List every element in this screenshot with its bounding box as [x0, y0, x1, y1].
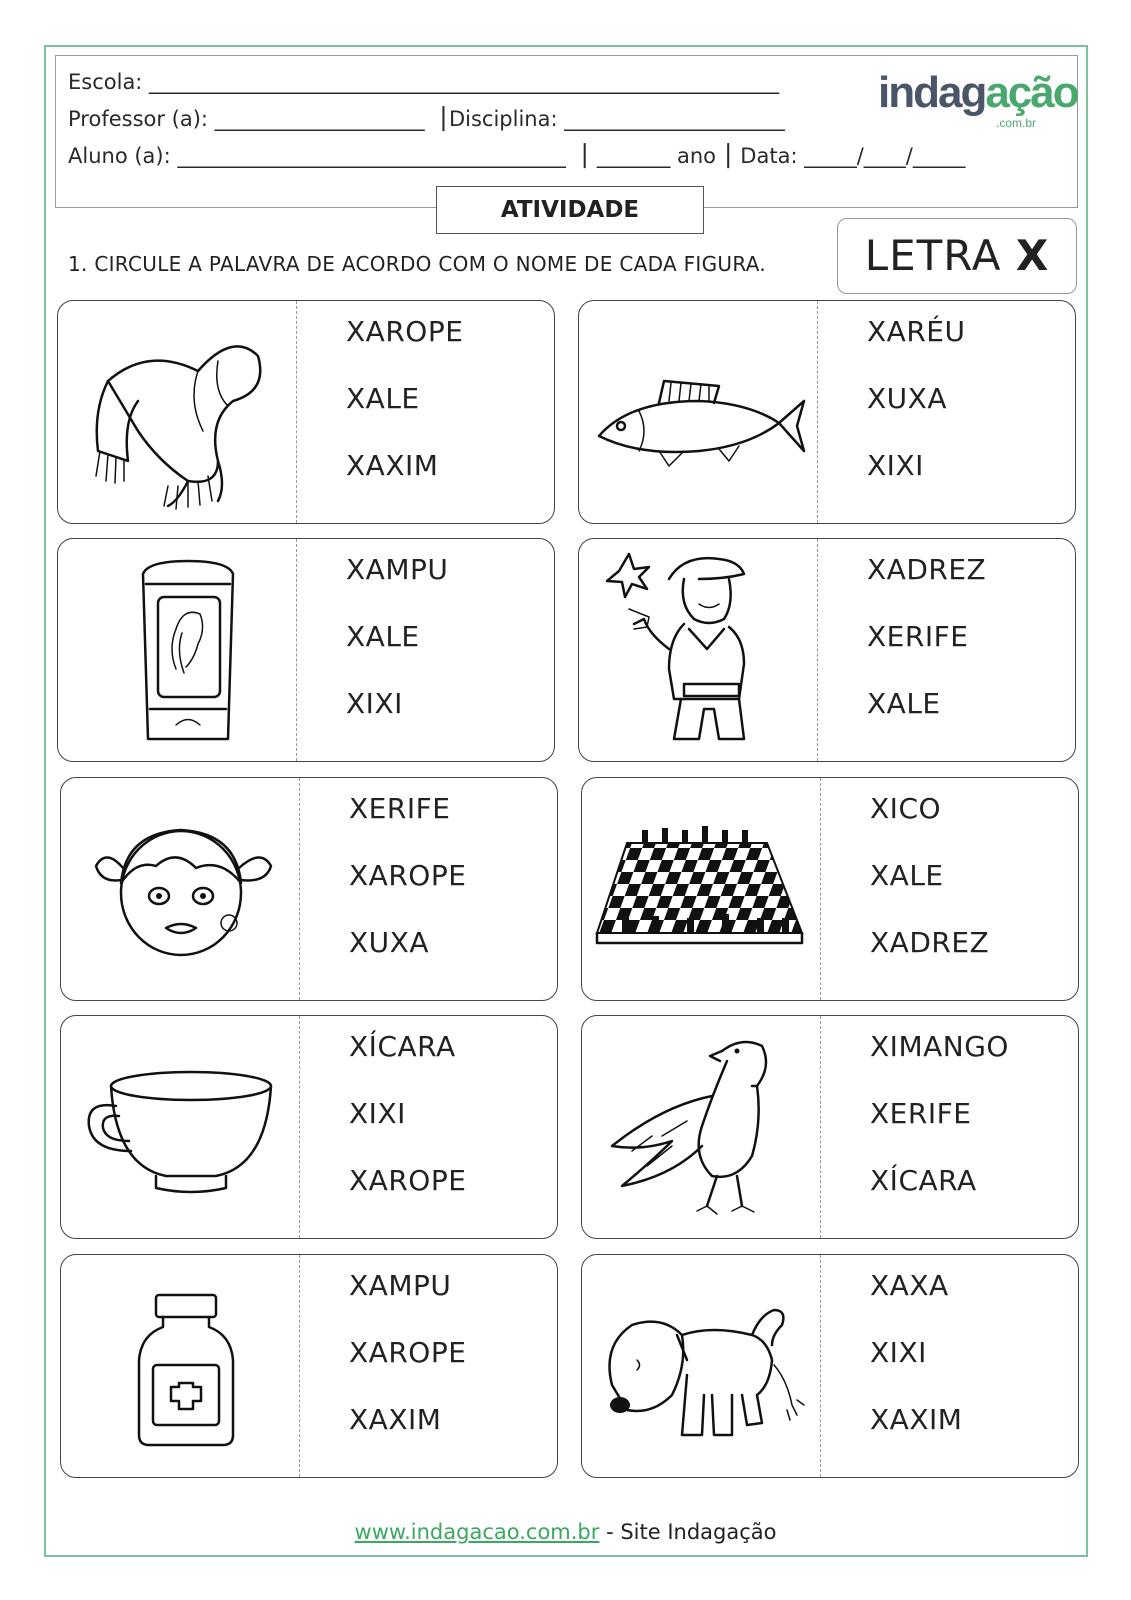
indagacao-logo: indagação .com.br — [878, 68, 1078, 130]
picture-card — [60, 1015, 558, 1239]
card-divider — [299, 778, 300, 1000]
word-option[interactable]: XAROPE — [346, 315, 464, 348]
word-option[interactable]: XAMPU — [346, 553, 449, 586]
word-option[interactable]: XAXIM — [870, 1403, 963, 1436]
card-divider — [817, 301, 818, 523]
word-option[interactable]: XÍCARA — [349, 1030, 456, 1063]
word-option[interactable]: XIXI — [349, 1097, 406, 1130]
word-option[interactable]: XIXI — [870, 1336, 927, 1369]
card-divider — [299, 1016, 300, 1238]
word-option[interactable]: XALE — [870, 859, 944, 892]
site-link[interactable]: www.indagacao.com.br — [354, 1520, 600, 1544]
word-option[interactable]: XIXI — [867, 449, 924, 482]
teacup-icon — [71, 1026, 291, 1228]
word-option[interactable]: XÍCARA — [870, 1164, 977, 1197]
word-option[interactable]: XERIFE — [870, 1097, 972, 1130]
picture-card — [578, 300, 1076, 524]
picture-card — [57, 300, 555, 524]
word-option[interactable]: XARÉU — [867, 315, 966, 348]
word-option[interactable]: XICO — [870, 792, 942, 825]
word-option[interactable]: XALE — [346, 620, 420, 653]
footer-suffix: - Site Indagação — [599, 1520, 777, 1544]
card-divider — [820, 1255, 821, 1477]
instruction: 1. CIRCULE A PALAVRA DE ACORDO COM O NOME DE CADA FIGURA. — [68, 252, 766, 276]
card-divider — [820, 778, 821, 1000]
word-option[interactable]: XAROPE — [349, 859, 467, 892]
aluno-line: Aluno (a): _____________________________________ ⎮ _______ ano ⎮ Data: _____/____/_____ — [68, 144, 966, 168]
word-option[interactable]: XUXA — [349, 926, 430, 959]
picture-card — [581, 777, 1079, 1001]
card-divider — [817, 539, 818, 761]
escola-line: Escola: ____________________________________________________________ — [68, 70, 780, 94]
picture-card — [581, 1015, 1079, 1239]
picture-card — [57, 538, 555, 762]
word-option[interactable]: XERIFE — [867, 620, 969, 653]
footer — [0, 1520, 1131, 1544]
girl-face-icon — [71, 788, 291, 990]
word-option[interactable]: XIMANGO — [870, 1030, 1009, 1063]
word-option[interactable]: XADREZ — [870, 926, 990, 959]
card-divider — [296, 539, 297, 761]
picture-card — [581, 1254, 1079, 1478]
word-option[interactable]: XALE — [346, 382, 420, 415]
fish-icon — [589, 311, 809, 513]
shampoo-bottle-icon — [68, 549, 288, 751]
word-option[interactable]: XADREZ — [867, 553, 987, 586]
sheriff-icon — [589, 549, 809, 751]
word-option[interactable]: XAXA — [870, 1269, 949, 1302]
word-option[interactable]: XERIFE — [349, 792, 451, 825]
word-option[interactable]: XAXIM — [346, 449, 439, 482]
word-option[interactable]: XAMPU — [349, 1269, 452, 1302]
professor-line: Professor (a): ____________________ ⎮Disciplina: _____________________ — [68, 107, 785, 131]
scarf-icon — [68, 311, 288, 513]
hawk-icon — [592, 1026, 812, 1228]
picture-card — [60, 1254, 558, 1478]
medicine-bottle-icon — [71, 1265, 291, 1467]
word-option[interactable]: XIXI — [346, 687, 403, 720]
card-divider — [299, 1255, 300, 1477]
picture-card — [578, 538, 1076, 762]
activity-title: ATIVIDADE — [436, 186, 704, 234]
word-option[interactable]: XUXA — [867, 382, 948, 415]
letra-box: LETRA X — [837, 218, 1077, 294]
word-option[interactable]: XAROPE — [349, 1164, 467, 1197]
card-divider — [820, 1016, 821, 1238]
card-divider — [296, 301, 297, 523]
word-option[interactable]: XAXIM — [349, 1403, 442, 1436]
word-option[interactable]: XALE — [867, 687, 941, 720]
chessboard-icon — [592, 788, 812, 990]
picture-card — [60, 777, 558, 1001]
dog-peeing-icon — [592, 1265, 812, 1467]
word-option[interactable]: XAROPE — [349, 1336, 467, 1369]
